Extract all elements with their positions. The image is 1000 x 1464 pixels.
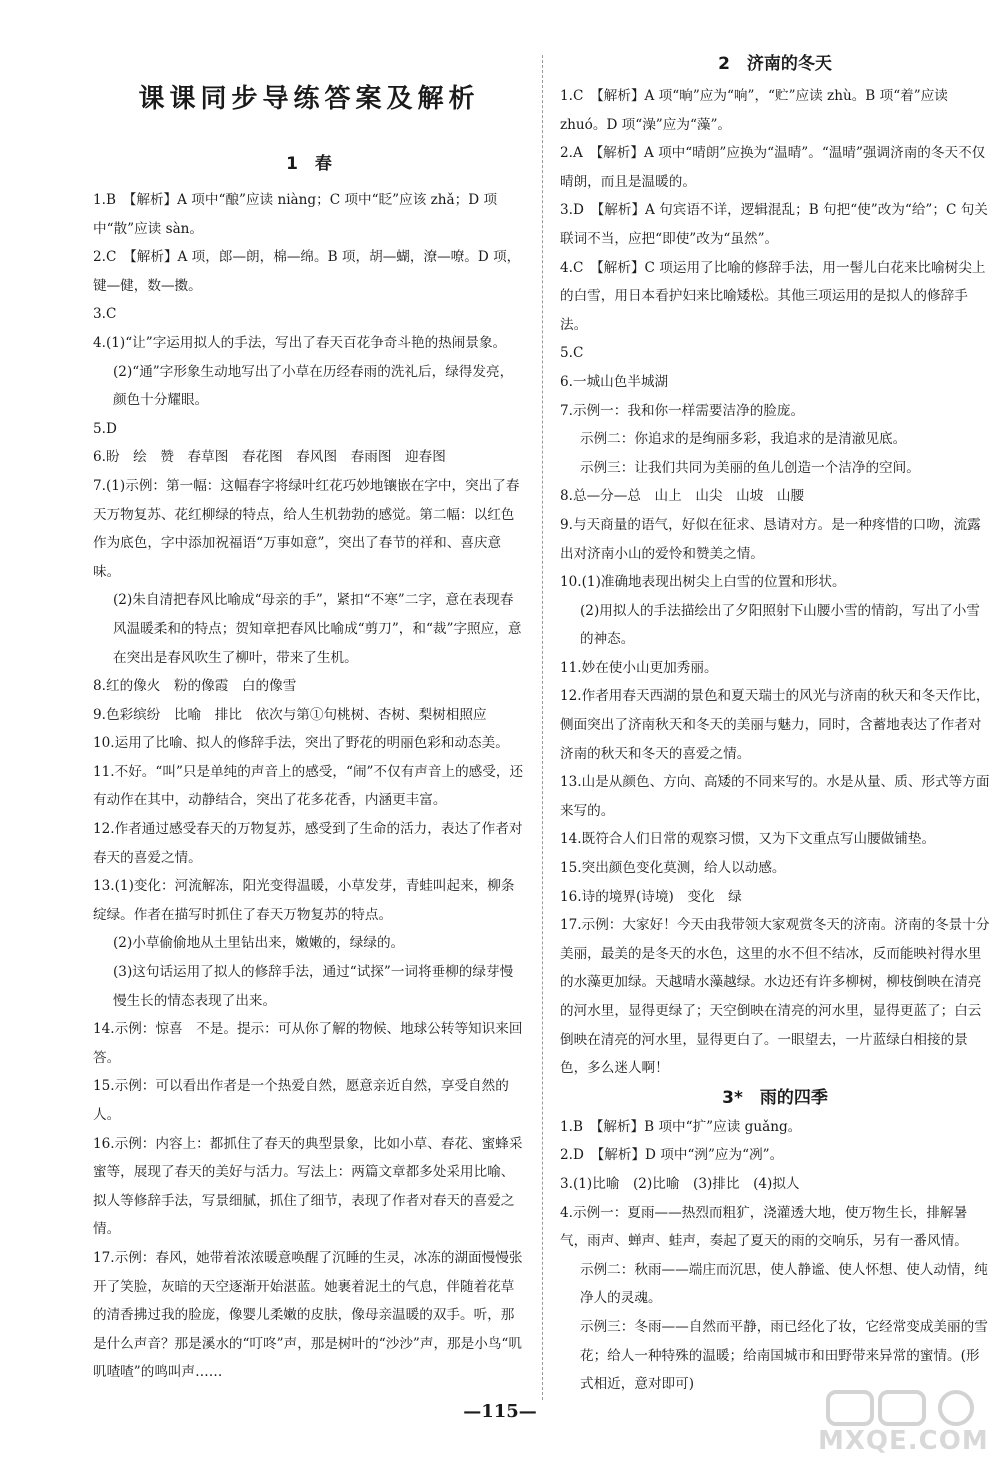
- answer-11: 11.不好。“叫”只是单纯的声音上的感受，“闹”不仅有声音上的感受，还有动作在其中，动静结合，突出了花多花香，内涵更丰富。: [93, 763, 524, 809]
- answer-2-7b: 示例二：你追求的是绚丽多彩，我追求的是清澈见底。: [580, 431, 907, 448]
- answer-8: 8.红的像火 粉的像霞 白的像雪: [93, 678, 297, 695]
- answer-2-6: 6.一城山色半城湖: [560, 373, 669, 390]
- watermark-badge-icon: [818, 1388, 988, 1428]
- answer-2-11: 11.妙在使小山更加秀丽。: [560, 659, 718, 676]
- answer-2-14: 14.既符合人们日常的观察习惯，又为下文重点写山腰做铺垫。: [560, 831, 936, 848]
- answer-2-12: 12.作者用春天西湖的景色和夏天瑞士的风光与济南的秋天和冬天作比，侧面突出了济南秋天和冬天的美丽与魅力，同时，含蓄地表达了作者对济南的秋天和冬天的喜爱之情。: [560, 688, 990, 762]
- right-column: [560, 52, 990, 1399]
- answer-2-13: 13.山是从颜色、方向、高矮的不同来写的。水是从量、质、形式等方面来写的。: [560, 774, 990, 819]
- watermark-logo: [818, 1388, 988, 1458]
- answer-3-2: 2.D 【解析】D 项中“洌”应为“冽”。: [560, 1147, 784, 1164]
- answer-3-4a: 4.示例一：夏雨——热烈而粗犷，浇灌透大地，使万物生长，排解暑气，雨声、蝉声、蛙声，奏起了夏天的雨的交响乐，另有一番风情。: [560, 1204, 968, 1250]
- answer-7a: 7.(1)示例：第一幅：这幅春字将绿叶红花巧妙地镶嵌在字中，突出了春天万物复苏、花红柳绿的特点，给人生机勃勃的感觉。第二幅：以红色作为底色，字中添加祝福语“万事如意”，突出了春节的祥和、喜庆意味。: [93, 477, 520, 580]
- answer-2-7c: 示例三：让我们共同为美丽的鱼儿创造一个洁净的空间。: [580, 459, 920, 476]
- answer-13a: 13.(1)变化：河流解冻，阳光变得温暖，小草发芽，青蛙叫起来，柳条绽绿。作者在描写时抓住了春天万物复苏的特点。: [93, 878, 515, 923]
- column-divider: [542, 55, 543, 1400]
- answer-7b: (2)朱自清把春风比喻成“母亲的手”，紧扣“不寒”二字，意在表现春风温暖柔和的特点；贺知章把春风比喻成“剪刀”，和“裁”字照应，意在突出是春风吹生了柳叶，带来了生机。: [113, 592, 522, 666]
- answer-6: 6.盼 绘 赞 春草图 春花图 春风图 春雨图 迎春图: [93, 449, 446, 466]
- page-title: 课课同步导练答案及解析: [138, 84, 480, 114]
- section-title-1: 1 春: [286, 154, 332, 174]
- answer-2-8: 8.总—分—总 山上 山尖 山坡 山腰: [560, 488, 805, 505]
- answer-2-10b: (2)用拟人的手法描绘出了夕阳照射下山腰小雪的情韵，写出了小雪的神态。: [580, 602, 980, 648]
- answer-2-2: 2.A 【解析】A 项中“晴朗”应换为“温晴”。“温晴”强调济南的冬天不仅晴朗，而且是温暖的。: [560, 145, 986, 190]
- answer-16: 16.示例：内容上：都抓住了春天的典型景象，比如小草、春花、蜜蜂采蜜等，展现了春天的美好与活力。写法上：两篇文章都多处采用比喻、拟人等修辞手法，写景细腻，抓住了细节，表现了作者对春天的喜爱之情。: [93, 1135, 523, 1238]
- answer-3-4c: 示例三：冬雨——自然而平静，雨已经化了妆，它经常变成美丽的雪花；给人一种特殊的温暖；给南国城市和田野带来异常的蜜情。(形式相近，意对即可): [580, 1318, 988, 1393]
- answer-2-1: 1.C 【解析】A 项“晌”应为“响”，“贮”应读 zhù。B 项“着”应读 zhuó。D 项“澡”应为“藻”。: [560, 88, 948, 133]
- answer-15: 15.示例：可以看出作者是一个热爱自然，愿意亲近自然，享受自然的人。: [93, 1078, 509, 1123]
- answer-17: 17.示例：春风，她带着浓浓暖意唤醒了沉睡的生灵，冰冻的湖面慢慢张开了笑脸，灰暗的天空逐渐开始湛蓝。她裹着泥土的气息，伴随着花草的清香拂过我的脸庞，像婴儿柔嫩的皮肤，像母亲温暖的双手。听，那是什么声音？那是溪水的“叮咚”声，那是树叶的“沙沙”声，那是小鸟“叽叽喳喳”的鸣叫声……: [93, 1249, 523, 1381]
- answer-2-10a: 10.(1)准确地表现出树尖上白雪的位置和形状。: [560, 574, 846, 591]
- answer-3-1: 1.B 【解析】B 项中“扩”应读 guǎng。: [560, 1118, 802, 1135]
- answer-13b: (2)小草偷偷地从土里钻出来，嫩嫩的，绿绿的。: [113, 935, 405, 952]
- section-title-2: 2 济南的冬天: [718, 54, 832, 74]
- answer-2: 2.C 【解析】A 项，郎—朗，棉—绵。B 项，胡—蝴，潦—嘹。D 项，键—健，数—擞。: [93, 249, 521, 294]
- answer-2-7a: 7.示例一：我和你一样需要洁净的脸庞。: [560, 402, 805, 419]
- answer-2-16: 16.诗的境界(诗境) 变化 绿: [560, 888, 742, 905]
- answer-14: 14.示例：惊喜 不是。提示：可从你了解的物候、地球公转等知识来回答。: [93, 1021, 523, 1066]
- answer-5: 5.D: [93, 420, 117, 437]
- answer-4b: (2)“通”字形象生动地写出了小草在历经春雨的洗礼后，绿得发亮，颜色十分耀眼。: [113, 363, 514, 409]
- answer-10: 10.运用了比喻、拟人的修辞手法，突出了野花的明丽色彩和动态美。: [93, 735, 509, 752]
- answer-12: 12.作者通过感受春天的万物复苏，感受到了生命的活力，表达了作者对春天的喜爱之情。: [93, 821, 523, 866]
- answer-2-15: 15.突出颜色变化莫测，给人以动感。: [560, 860, 786, 877]
- answer-2-17: 17.示例：大家好！今天由我带领大家观赏冬天的济南。济南的冬景十分美丽，最美的是冬天的水色，这里的水不但不结冰，反而能映衬得水里的水藻更加绿。天越晴水藻越绿。水边还有许多柳树，柳枝倒映在清亮的河水里，显得更绿了；天空倒映在清亮的河水里，显得更蓝了；白云倒映在清亮的河水里，显得更白了。一眼望去，一片蓝绿白相接的景色，多么迷人啊！: [560, 917, 990, 1077]
- answer-3-3: 3.(1)比喻 (2)比喻 (3)排比 (4)拟人: [560, 1175, 800, 1192]
- answer-13c: (3)这句话运用了拟人的修辞手法，通过“试探”一词将垂柳的绿芽慢慢生长的情态表现了出来。: [113, 964, 514, 1009]
- answer-3-4b: 示例二：秋雨——端庄而沉思，使人静谧、使人怀想、使人动情，纯净人的灵魂。: [580, 1261, 988, 1307]
- answer-4a: 4.(1)“让”字运用拟人的手法，写出了春天百花争奇斗艳的热闹景象。: [93, 334, 507, 351]
- answer-2-9: 9.与天商量的语气，好似在征求、恳请对方。是一种疼惜的口吻，流露出对济南小山的爱怜和赞美之情。: [560, 516, 981, 562]
- answer-2-5: 5.C: [560, 345, 584, 362]
- page-number: —115—: [463, 1401, 537, 1422]
- left-column: [93, 150, 525, 1387]
- section-title-3: 3* 雨的四季: [722, 1087, 828, 1108]
- answer-2-4: 4.C 【解析】C 项运用了比喻的修辞手法，用一髻儿白花来比喻树尖上的白雪，用日本看护妇来比喻矮松。其他三项运用的是拟人的修辞手法。: [560, 259, 986, 333]
- answer-3: 3.C: [93, 306, 117, 323]
- answer-9: 9.色彩缤纷 比喻 排比 依次与第①句桃树、杏树、梨树相照应: [93, 706, 487, 723]
- answer-1: 1.B 【解析】A 项中“酿”应读 niàng；C 项中“眨”应该 zhǎ；D 项中“散”应读 sàn。: [93, 192, 498, 237]
- answer-2-3: 3.D 【解析】A 句宾语不详，逻辑混乱；B 句把“使”改为“给”；C 句关联词不当，应把“即使”改为“虽然”。: [560, 202, 988, 247]
- watermark-text: MXQE.COM: [818, 1426, 989, 1456]
